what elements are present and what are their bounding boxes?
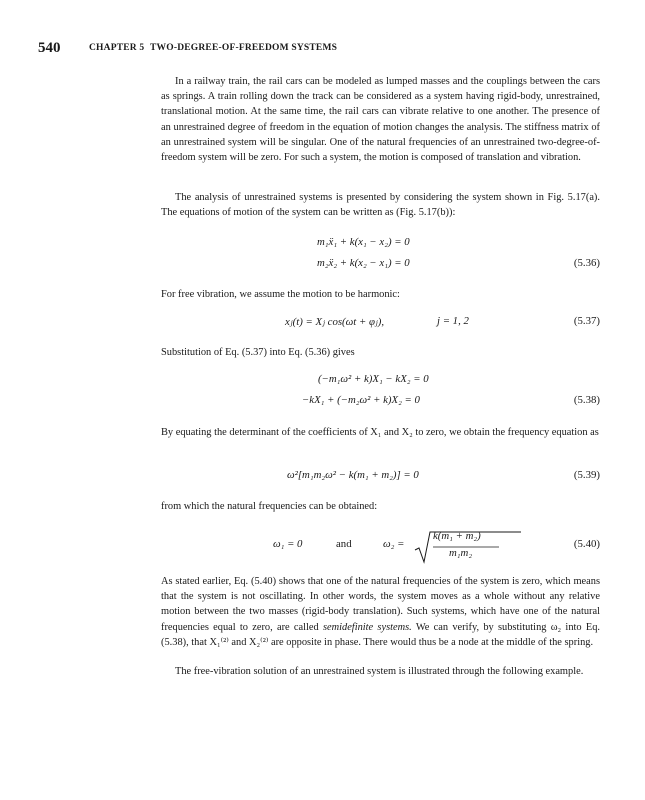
equation-number: (5.38): [573, 394, 600, 406]
equation-text: (−m₁ω² + k)X₁ − kX₂ = 0: [318, 373, 429, 385]
paragraph-natural-frequencies: from which the natural frequencies can be obtained:: [161, 501, 378, 512]
equation-number: (5.40): [573, 538, 600, 550]
text-run: As stated earlier, Eq. (5.40) shows that one of the natural frequencies of the system is zero, which means that the system is not oscillating. In other words, the system moves as a whole without any relative motion between the two masses (rigid-body translation). Such systems, which have one of the natural frequencies equal to zero, are called: [161, 576, 600, 633]
paragraph-free-vibration: For free vibration, we assume the motion to be harmonic:: [161, 289, 400, 300]
term-semidefinite-systems: semidefinite systems.: [322, 621, 412, 633]
running-header: [38, 40, 608, 60]
equation-text: m₁ẍ₁ + k(x₁ − x₂) = 0: [317, 236, 410, 248]
paragraph-unrestrained-analysis: The analysis of unrestrained systems is presented by considering the system shown in Fig. 5.17(a). The equations of motion of the system can be written as (Fig. 5.17(b)):: [161, 192, 600, 219]
paragraph-semidefinite: [161, 574, 600, 650]
equation-text: ω²[m₁m₂ω² − k(m₁ + m₂)] = 0: [287, 469, 419, 481]
equation-text: m₂ẍ₂ + k(x₂ − x₁) = 0: [317, 257, 410, 269]
equation-5-36-line2: [161, 257, 600, 273]
text-run: We can verify, by substituting ω₂ into Eq. (5.38), that X₁⁽²⁾ and X₂⁽²⁾ are opposite in phase. There would thus be a node at the middle of the spring.: [161, 621, 600, 648]
equation-5-38-line1: [161, 373, 600, 389]
paragraph-substitution: Substitution of Eq. (5.37) into Eq. (5.36) gives: [161, 347, 355, 358]
equation-number: (5.36): [573, 257, 600, 269]
equation-5-39: [161, 469, 600, 485]
equation-text: xⱼ(t) = Xⱼ cos(ωt + φⱼ),: [285, 316, 385, 328]
chapter-label: CHAPTER 5: [89, 43, 145, 53]
omega2-label: ω₂ =: [383, 538, 405, 550]
equation-index: j = 1, 2: [437, 315, 469, 327]
equation-number: (5.37): [573, 315, 600, 327]
and-word: and: [336, 538, 352, 550]
radical-denominator: m₁m₂: [449, 547, 473, 559]
equation-5-36-line1: [161, 236, 600, 252]
omega1-zero: ω₁ = 0: [273, 538, 303, 550]
page-number: 540: [38, 40, 61, 56]
equation-5-40: [161, 530, 600, 559]
paragraph-example-intro: The free-vibration solution of an unrestrained system is illustrated through the following example.: [175, 666, 584, 677]
chapter-title: TWO-DEGREE-OF-FREEDOM SYSTEMS: [150, 43, 338, 53]
paragraph-determinant: By equating the determinant of the coefficients of X₁ and X₂ to zero, we obtain the frequency equation as: [161, 427, 599, 438]
radical-numerator: k(m₁ + m₂): [433, 530, 481, 542]
paragraph-railway: In a railway train, the rail cars can be modeled as lumped masses and the couplings between the cars as springs. A train rolling down the track can be considered as a system having rigid-body, unrestrained, translational motion. At the same time, the rail cars can vibrate relative to one another. The presence of an unrestrained degree of freedom in the equation of motion changes the analysis. The stiffness matrix of an unrestrained system will be singular. One of the natural frequencies of an unrestrained two-degree-of-freedom system will be zero. For such a system, the motion is composed of translation and vibration.: [161, 76, 600, 164]
equation-5-38-line2: [161, 394, 600, 410]
equation-number: (5.39): [573, 469, 600, 481]
radical-expression: [413, 530, 523, 566]
equation-5-37: [161, 315, 600, 331]
equation-text: −kX₁ + (−m₂ω² + k)X₂ = 0: [302, 394, 420, 406]
